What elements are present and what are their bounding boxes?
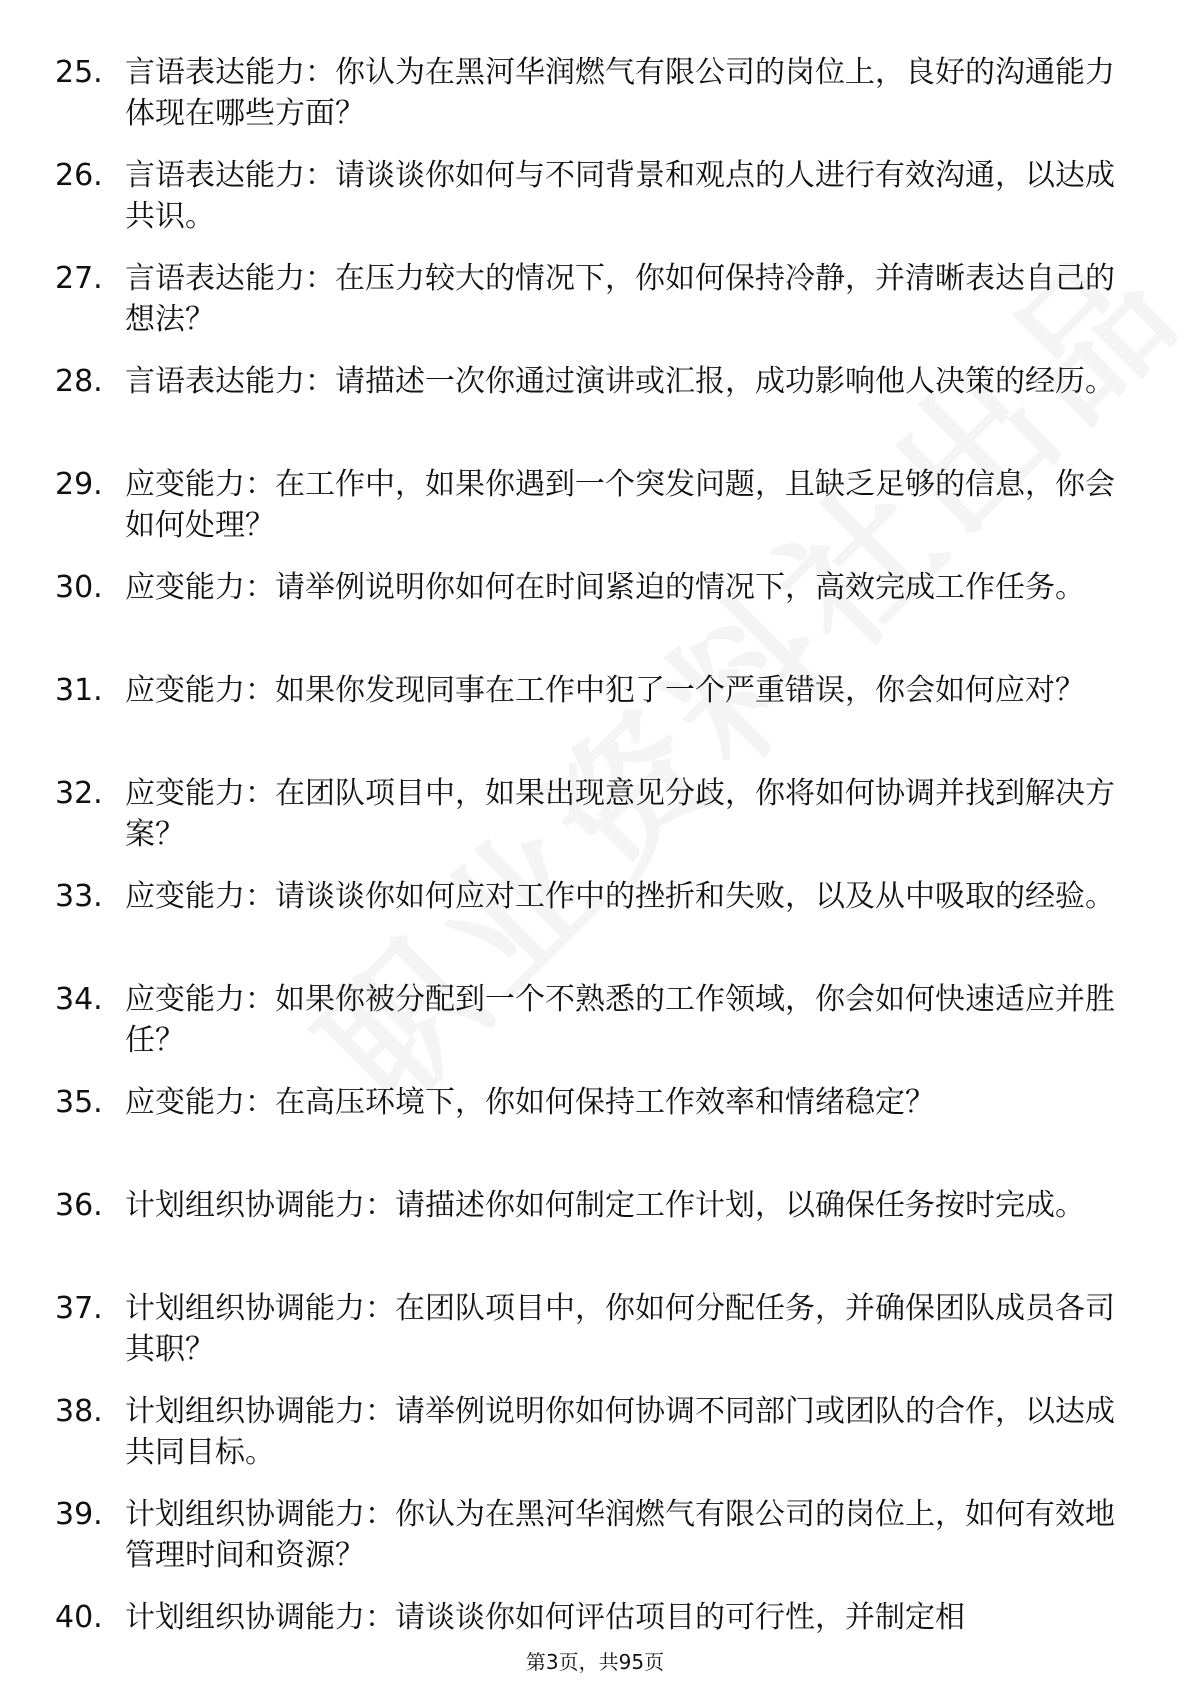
question-number: 31.: [55, 673, 103, 708]
question-number: 25.: [55, 55, 103, 90]
list-item: [0, 361, 1190, 464]
question-number: 30.: [55, 570, 103, 605]
question-number: 26.: [55, 158, 103, 193]
list-item: [0, 1082, 1190, 1185]
question-number: 39.: [55, 1497, 103, 1532]
question-text: 应变能力：请举例说明你如何在时间紧迫的情况下，高效完成工作任务。: [125, 570, 1085, 605]
question-number: 35.: [55, 1085, 103, 1120]
question-text: 应变能力：在工作中，如果你遇到一个突发问题，且缺乏足够的信息，你会如何处理？: [125, 467, 1115, 543]
question-number: 32.: [55, 776, 103, 811]
question-text: 言语表达能力：请谈谈你如何与不同背景和观点的人进行有效沟通，以达成共识。: [125, 158, 1115, 234]
list-item: [0, 1391, 1190, 1494]
question-number: 40.: [55, 1600, 103, 1635]
question-text: 计划组织协调能力：请谈谈你如何评估项目的可行性，并制定相: [125, 1600, 965, 1635]
question-number: 33.: [55, 879, 103, 914]
question-text: 应变能力：如果你被分配到一个不熟悉的工作领域，你会如何快速适应并胜任？: [125, 982, 1115, 1058]
question-number: 27.: [55, 261, 103, 296]
question-text: 计划组织协调能力：在团队项目中，你如何分配任务，并确保团队成员各司其职？: [125, 1291, 1115, 1367]
question-number: 34.: [55, 982, 103, 1017]
list-item: [0, 1494, 1190, 1597]
list-item: [0, 155, 1190, 258]
list-item: [0, 876, 1190, 979]
list-item: [0, 52, 1190, 155]
question-text: 计划组织协调能力：你认为在黑河华润燃气有限公司的岗位上，如何有效地管理时间和资源？: [125, 1497, 1115, 1573]
page-footer: 第3页，共95页: [525, 1650, 665, 1674]
question-text: 计划组织协调能力：请描述你如何制定工作计划，以确保任务按时完成。: [125, 1188, 1085, 1223]
list-item: [0, 1288, 1190, 1391]
question-text: 言语表达能力：请描述一次你通过演讲或汇报，成功影响他人决策的经历。: [125, 364, 1115, 399]
list-item: [0, 979, 1190, 1082]
question-number: 38.: [55, 1394, 103, 1429]
question-text: 应变能力：请谈谈你如何应对工作中的挫折和失败，以及从中吸取的经验。: [125, 879, 1115, 914]
question-number: 28.: [55, 364, 103, 399]
question-text: 计划组织协调能力：请举例说明你如何协调不同部门或团队的合作，以达成共同目标。: [125, 1394, 1115, 1470]
question-text: 应变能力：在团队项目中，如果出现意见分歧，你将如何协调并找到解决方案？: [125, 776, 1115, 852]
list-item: [0, 670, 1190, 773]
list-item: [0, 464, 1190, 567]
question-number: 36.: [55, 1188, 103, 1223]
question-text: 言语表达能力：你认为在黑河华润燃气有限公司的岗位上，良好的沟通能力体现在哪些方面？: [125, 55, 1115, 131]
list-item: [0, 773, 1190, 876]
question-text: 言语表达能力：在压力较大的情况下，你如何保持冷静，并清晰表达自己的想法？: [125, 261, 1115, 337]
question-text: 应变能力：如果你发现同事在工作中犯了一个严重错误，你会如何应对？: [125, 673, 1085, 708]
question-text: 应变能力：在高压环境下，你如何保持工作效率和情绪稳定？: [125, 1085, 935, 1120]
question-number: 29.: [55, 467, 103, 502]
question-number: 37.: [55, 1291, 103, 1326]
list-item: [0, 1185, 1190, 1288]
list-item: [0, 258, 1190, 361]
question-list: [0, 52, 1190, 1700]
list-item: [0, 567, 1190, 670]
